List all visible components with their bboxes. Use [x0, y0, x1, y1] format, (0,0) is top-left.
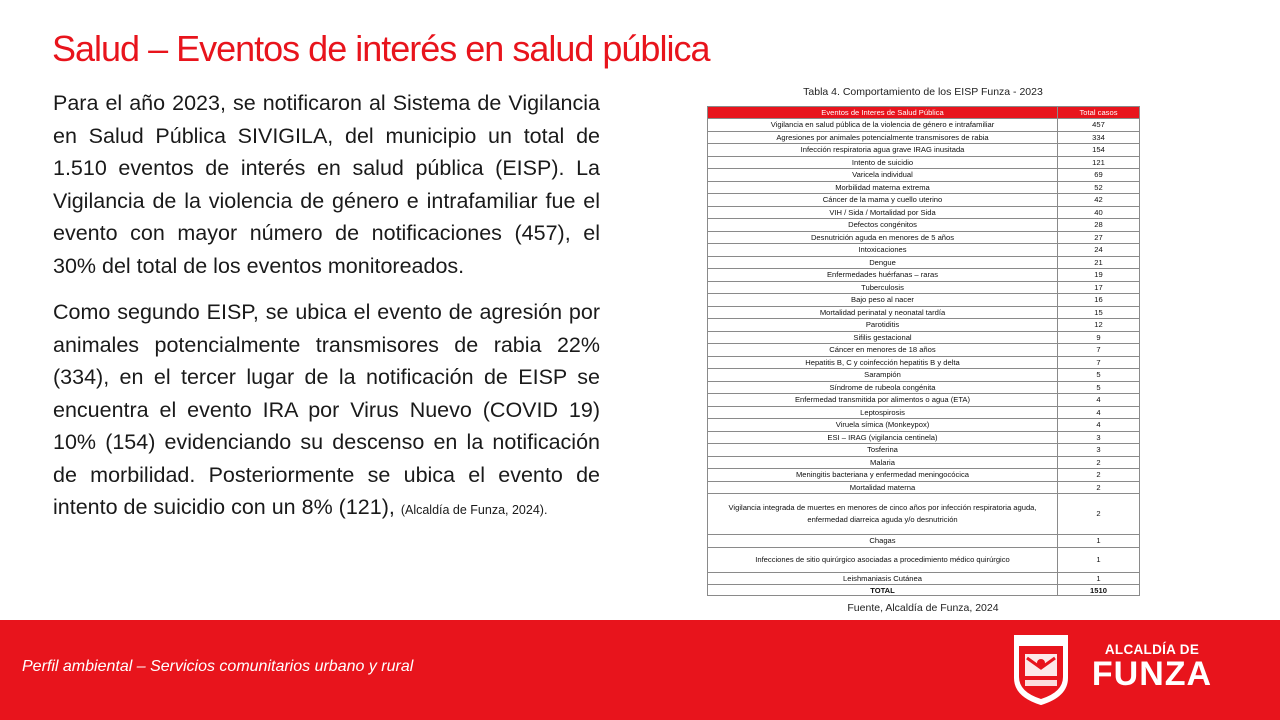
table-row — [708, 444, 1140, 457]
case-count-cell: 28 — [1058, 219, 1140, 232]
case-count-cell: 1 — [1058, 535, 1140, 548]
header-event: Eventos de Interes de Salud Pública — [708, 107, 1058, 119]
event-name-cell: Chagas — [708, 535, 1058, 548]
table-row — [708, 431, 1140, 444]
brand-logo — [1088, 642, 1216, 691]
event-name-cell: Tuberculosis — [708, 281, 1058, 294]
table-row — [708, 119, 1140, 132]
case-count-cell: 19 — [1058, 269, 1140, 282]
case-count-cell: 2 — [1058, 494, 1140, 535]
table-row — [708, 206, 1140, 219]
case-count-cell: 27 — [1058, 231, 1140, 244]
event-name-cell: Síndrome de rubeola congénita — [708, 381, 1058, 394]
event-name-cell: Cáncer en menores de 18 años — [708, 344, 1058, 357]
case-count-cell: 4 — [1058, 406, 1140, 419]
event-name-cell: Mortalidad materna — [708, 481, 1058, 494]
case-count-cell: 334 — [1058, 131, 1140, 144]
case-count-cell: 24 — [1058, 244, 1140, 257]
case-count-cell: 52 — [1058, 181, 1140, 194]
event-name-cell: Infección respiratoria agua grave IRAG inusitada — [708, 144, 1058, 157]
table-row — [708, 156, 1140, 169]
case-count-cell: 121 — [1058, 156, 1140, 169]
table-row — [708, 219, 1140, 232]
case-count-cell: 5 — [1058, 381, 1140, 394]
table-row — [708, 169, 1140, 182]
paragraph-2-text: Como segundo EISP, se ubica el evento de agresión por animales potencialmente transmisores de rabia 22% (334), en el tercer lugar de la notificación de EISP se encuentra el evento IRA por Virus Nuevo (COVID 19) 10% (154) evidenciando su descenso en la notificación de morbilidad. Posteriormente se ubica el evento de intento de suicidio con un 8% (121), — [53, 300, 600, 519]
event-name-cell: Varicela individual — [708, 169, 1058, 182]
case-count-cell: 3 — [1058, 431, 1140, 444]
table-row — [708, 535, 1140, 548]
case-count-cell: 9 — [1058, 331, 1140, 344]
table-row — [708, 194, 1140, 207]
case-count-cell: 2 — [1058, 469, 1140, 482]
event-name-cell: Bajo peso al nacer — [708, 294, 1058, 307]
table-row — [708, 456, 1140, 469]
case-count-cell: 1 — [1058, 547, 1140, 572]
event-name-cell: Viruela símica (Monkeypox) — [708, 419, 1058, 432]
brand-top-text: ALCALDÍA DE — [1104, 642, 1200, 657]
case-count-cell: 4 — [1058, 394, 1140, 407]
total-label-cell: TOTAL — [708, 585, 1058, 596]
case-count-cell: 2 — [1058, 456, 1140, 469]
slide-title: Salud – Eventos de interés en salud pública — [52, 28, 710, 69]
table-row — [708, 572, 1140, 585]
footer-text: Perfil ambiental – Servicios comunitarios urbano y rural — [22, 658, 414, 675]
table-source: Fuente, Alcaldía de Funza, 2024 — [847, 602, 999, 614]
case-count-cell: 42 — [1058, 194, 1140, 207]
case-count-cell: 21 — [1058, 256, 1140, 269]
case-count-cell: 457 — [1058, 119, 1140, 132]
header-total: Total casos — [1058, 107, 1140, 119]
event-name-cell: Mortalidad perinatal y neonatal tardía — [708, 306, 1058, 319]
event-name-cell: Cáncer de la mama y cuello uterino — [708, 194, 1058, 207]
table-total-row — [708, 585, 1140, 596]
event-name-cell: Intento de suicidio — [708, 156, 1058, 169]
total-value-cell: 1510 — [1058, 585, 1140, 596]
table-row — [708, 319, 1140, 332]
body-text — [53, 87, 600, 538]
table-row — [708, 131, 1140, 144]
event-name-cell: Dengue — [708, 256, 1058, 269]
case-count-cell: 7 — [1058, 344, 1140, 357]
table-row — [708, 306, 1140, 319]
table-row — [708, 331, 1140, 344]
table-row — [708, 369, 1140, 382]
event-name-cell: Enfermedad transmitida por alimentos o agua (ETA) — [708, 394, 1058, 407]
case-count-cell: 40 — [1058, 206, 1140, 219]
event-name-cell: Sarampión — [708, 369, 1058, 382]
event-name-cell: Morbilidad materna extrema — [708, 181, 1058, 194]
case-count-cell: 154 — [1058, 144, 1140, 157]
table-row — [708, 394, 1140, 407]
table-row — [708, 381, 1140, 394]
table-row — [708, 256, 1140, 269]
case-count-cell: 1 — [1058, 572, 1140, 585]
event-name-cell: Leptospirosis — [708, 406, 1058, 419]
event-name-cell: VIH / Sida / Mortalidad por Sida — [708, 206, 1058, 219]
case-count-cell: 15 — [1058, 306, 1140, 319]
table-row — [708, 356, 1140, 369]
table-row — [708, 181, 1140, 194]
table-header-row — [708, 107, 1140, 119]
table-row — [708, 469, 1140, 482]
event-name-cell: Infecciones de sitio quirúrgico asociadas a procedimiento médico quirúrgico — [708, 547, 1058, 572]
event-name-cell: Agresiones por animales potencialmente transmisores de rabia — [708, 131, 1058, 144]
case-count-cell: 12 — [1058, 319, 1140, 332]
municipal-shield-logo — [1013, 634, 1069, 706]
event-name-cell: Leishmaniasis Cutánea — [708, 572, 1058, 585]
table-row — [708, 244, 1140, 257]
table-row — [708, 281, 1140, 294]
case-count-cell: 17 — [1058, 281, 1140, 294]
event-name-cell: ESI – IRAG (vigilancia centinela) — [708, 431, 1058, 444]
table-body — [708, 119, 1140, 596]
event-name-cell: Meningitis bacteriana y enfermedad meningocócica — [708, 469, 1058, 482]
table-row — [708, 547, 1140, 572]
event-name-cell: Sifilis gestacional — [708, 331, 1058, 344]
event-name-cell: Desnutrición aguda en menores de 5 años — [708, 231, 1058, 244]
case-count-cell: 5 — [1058, 369, 1140, 382]
table-row — [708, 231, 1140, 244]
event-name-cell: Intoxicaciones — [708, 244, 1058, 257]
paragraph-1: Para el año 2023, se notificaron al Sistema de Vigilancia en Salud Pública SIVIGILA, del municipio un total de 1.510 eventos de interés en salud pública (EISP). La Vigilancia de la violencia de género e intrafamiliar fue el evento con mayor número de notificaciones (457), el 30% del total de los eventos monitoreados. — [53, 91, 600, 278]
case-count-cell: 69 — [1058, 169, 1140, 182]
case-count-cell: 7 — [1058, 356, 1140, 369]
table-row — [708, 419, 1140, 432]
case-count-cell: 3 — [1058, 444, 1140, 457]
event-name-cell: Vigilancia en salud pública de la violencia de género e intrafamiliar — [708, 119, 1058, 132]
table-row — [708, 294, 1140, 307]
table-row — [708, 494, 1140, 535]
brand-main-text: FUNZA — [1091, 655, 1213, 693]
table-row — [708, 144, 1140, 157]
table-row — [708, 344, 1140, 357]
event-name-cell: Defectos congénitos — [708, 219, 1058, 232]
eisp-table — [707, 106, 1140, 596]
table-row — [708, 481, 1140, 494]
table-row — [708, 269, 1140, 282]
citation: (Alcaldía de Funza, 2024). — [400, 503, 548, 517]
event-name-cell: Hepatitis B, C y coinfección hepatitis B y delta — [708, 356, 1058, 369]
event-name-cell: Parotiditis — [708, 319, 1058, 332]
event-name-cell: Enfermedades huérfanas – raras — [708, 269, 1058, 282]
event-name-cell: Malaria — [708, 456, 1058, 469]
case-count-cell: 2 — [1058, 481, 1140, 494]
case-count-cell: 16 — [1058, 294, 1140, 307]
paragraph-2 — [53, 296, 600, 524]
table-row — [708, 406, 1140, 419]
case-count-cell: 4 — [1058, 419, 1140, 432]
shield-icon — [1013, 634, 1069, 706]
event-name-cell: Tosferina — [708, 444, 1058, 457]
event-name-cell: Vigilancia integrada de muertes en menores de cinco años por infección respiratoria aguda, enfermedad diarreica aguda y/o desnutrición — [708, 494, 1058, 535]
table-caption: Tabla 4. Comportamiento de los EISP Funza - 2023 — [803, 86, 1043, 98]
footer-bar — [0, 620, 1280, 720]
